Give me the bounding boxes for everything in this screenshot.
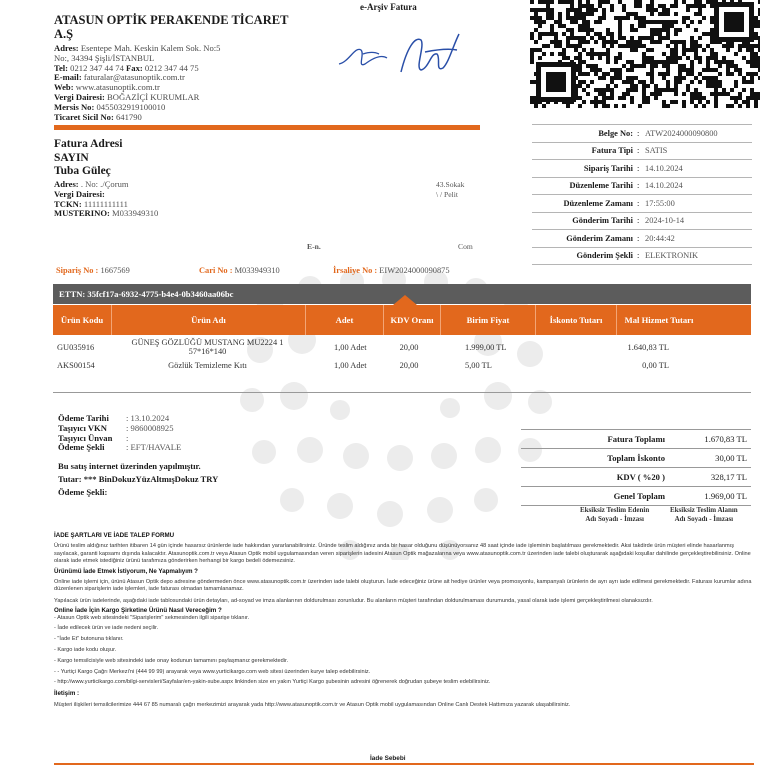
meta-label: Düzenleme Tarihi [569,181,633,191]
meta-value: ELEKTRONIK [645,251,699,261]
total-row [521,468,751,487]
meta-row: Fatura Tipi : SATIS [532,143,752,161]
table-cell: 5,00 TL [465,360,492,370]
total-row [521,487,751,506]
column-header: Birim Fiyat [441,305,536,335]
total-value: 1.670,83 TL [704,434,747,444]
meta-label: Fatura Tipi [591,146,633,156]
meta-label: Gönderim Zamanı [566,233,633,243]
meta-value: 14.10.2024 [645,181,683,191]
table-bottom-line [53,392,751,393]
column-header: Ürün Adı [112,305,306,335]
signature-receiver: Eksiksiz Teslim Alanın Adı Soyadı - İmzası [670,506,738,523]
table-cell: 1.999,00 TL [465,342,507,352]
signature-image [335,28,465,80]
meta-value: 20:44:42 [645,233,675,243]
return-policy: İADE ŞARTLARI VE İADE TALEP FORMU Ürünü teslim aldığınız tarihten itibaren 14 gün içinde hasarsız ürünlerde iade hakkından yararlanabilirsiniz. Üründe teslim aldığınız anda bir hasar olduğunu düşünüyorsanız 48 saat içinde iade işleminin başlatılması gerekmektedir. Aksi takdirde ürün müşteri elinde hasarlanmış sayılacak, garanti kapsamı dışında kalacaktır. Atasunoptik.com.tr veya Atasun Optik mobil uygulamasından veren siparişlerin iadesini Atasun Optik mağazalarına veya www.atasunoptik.com.tr üzerinden iade talebi oluşturarak aşağıdaki koşullar dahilinde gerçekleştirebilirsiniz. Online olarak iade etmek istediğiniz ürünü tarafımıza gönderirken herhangi bir kargo bedeli ödemezsiniz. Ürünümü İade Etmek İstiyorum, Ne Yapmalıyım ? Online iade işlemi için, ürünü Atasun Optik depo adresine göndermeden önce www.atasunoptik.com.tr üzerinden iade talebi oluşturun. İade edeceğiniz ürüne ait hediye ürünler veya promosyonlu, kampanyalı ürünlerin de ayrı ayrı iade edilmesi gerekmektedir. Faturası kurumlar adına düzenlenen siparişlerin iade işlemleri, iade faturası olmadan tamamlanamaz. Yapılacak ürün iadelerinde, aşağıdaki iade tablosundaki ürün detayları, ad-soyad ve imza alanlarının doldurulması zorunludur. Bu alanların müşteri tarafından doldurulmaması durumunda, yasal olarak iade işlemi gerçekleştirilmesi olanaksızdır. Online İade İçin Kargo Şirketine Ürünü Nasıl Vereceğim ? - Atasun Optik web sitesindeki "Siparişlerim" sekmesinden ilgili siparişe tıklanır. - İade edilecek ürün ve iade nedeni seçilir. - "İade Et" butonuna tıklanır. - Kargo iade kodu oluşur. - Kargo temsilcisiyle web sitesindeki iade onay kodunun tamamını paylaşmanız gerekmektedir. - - Yurtiçi Kargo Çağrı Merkezi'ni (444 99 99) arayarak veya www.yurticikargo.com web sitesi üzerinden kurye talep edebilirsiniz. - http://www.yurticikargo.com/bilgi-servisleri/Sayfalar/en-yakin-sube.aspx linkinden size en yakın Yurtiçi Kargo şubesinin adresini öğrenerek doğrudan şubeye teslim edebilirsiniz. İletişim : Müşteri ilişkileri temsilcilerimize 444 67 85 numaralı çağrı merkezimizi arayarak yada http://www.atasunoptik.com.tr ve Atasun Optik mobil uygulamasından Online Canlı Destek Hattımıza yazarak ulaşabilirsiniz. [54,530,754,709]
table-cell: GÜNEŞ GÖZLÜĞÜ MUSTANG MU2224 1 57*16*140 [131,338,284,356]
total-label: Genel Toplam [613,491,665,501]
table-row [53,356,751,374]
payment-notes: Bu satış internet üzerinden yapılmıştır. Tutar: *** BinDokuzYüzAltmışDokuz TRY Ödeme Şekli: [58,461,219,497]
meta-row: Düzenleme Zamanı : 17:55:00 [532,195,752,213]
order-number: Sipariş No : 1667569 [56,266,130,275]
table-row [53,338,751,356]
customer-name: Tuba Güleç [54,165,111,177]
meta-value: 2024-10-14 [645,216,685,226]
table-cell: 1,00 Adet [334,360,367,370]
total-row [521,429,751,449]
table-cell: 0,00 TL [642,360,669,370]
total-value: 30,00 TL [715,453,747,463]
customer-info: Adres: . No: ./Çorum Vergi Dairesi: TCKN: 11111111111 MUSTERINO: M033949310 [54,179,159,219]
header-notch [393,295,417,305]
customer-header: Fatura Adresi SAYIN Tuba Güleç [54,138,123,177]
meta-row: Gönderim Zamanı : 20:44:42 [532,230,752,248]
company-info: Adres: Esentepe Mah. Keskin Kalem Sok. No:5 No:, 34394 Şişli/İSTANBUL Tel: 0212 347 44 74 Fax: 0212 347 44 75 E-mail: faturalar@atasunoptik.com.tr Web: www.atasunoptik.com.tr Vergi Dairesi: BOĞAZİÇİ KURUMLAR Mersis No: 0455032919100010 Ticaret Sicil No: 641790 [54,43,221,122]
customer-email-fragment: Com [458,242,473,251]
company-name: ATASUN OPTİK PERAKENDE TİCARET A.Ş [54,13,289,41]
total-label: Fatura Toplamı [607,434,665,444]
document-type: e-Arşiv Fatura [360,2,417,12]
qr-code [530,0,760,108]
customer-address-fragment: \ / Pelit [436,190,458,199]
invoice-meta-table [532,124,752,265]
meta-label: Gönderim Şekli [576,251,633,261]
customer-address-fragment: 43.Sokak [436,180,465,189]
meta-label: Sipariş Tarihi [583,163,633,173]
table-cell: 20,00 [399,360,419,370]
column-header: Adet [306,305,384,335]
column-header: İskonto Tutarı [536,305,617,335]
meta-row: Gönderim Şekli : ELEKTRONIK [532,248,752,266]
bottom-divider [54,763,754,765]
column-header: KDV Oranı [384,305,441,335]
return-step: - "İade Et" butonuna tıklanır. [54,636,124,643]
return-step: - Atasun Optik web sitesindeki "Siparişlerim" sekmesinden ilgili siparişe tıklanır. [54,614,250,621]
meta-row: Düzenleme Tarihi : 14.10.2024 [532,178,752,196]
meta-value: SATIS [645,146,668,156]
table-cell: AKS00154 [57,360,95,370]
meta-row: Gönderim Tarihi : 2024-10-14 [532,213,752,231]
meta-label: Gönderim Tarihi [572,216,633,226]
meta-row: Belge No: : ATW2024000090800 [532,124,752,143]
column-header: Mal Hizmet Tutarı [624,315,694,325]
column-header: Ürün Kodu [53,305,112,335]
table-cell: 20,00 [399,342,419,352]
items-table-header [53,305,751,335]
return-step: - Kargo temsilcisiyle web sitesindeki iade onay kodunun tamamını paylaşmanız gerekmektedir. [54,657,289,664]
return-step: - http://www.yurticikargo.com/bilgi-servisleri/Sayfalar/en-yakin-sube.aspx linkinden size en yakın Yurtiçi Kargo şubesinin adresini öğrenerek doğrudan şubeye teslim edebilirsiniz. [54,679,491,686]
return-step: - Kargo iade kodu oluşur. [54,647,117,654]
table-cell: GU035916 [57,342,95,352]
meta-value: ATW2024000090800 [645,128,718,138]
meta-value: 17:55:00 [645,198,675,208]
meta-label: Belge No: [598,128,633,138]
ettn-bar: ETTN: 35fcf17a-6932-4775-b4e4-0b3460aa06bc [53,284,751,304]
total-value: 328,17 TL [710,472,747,482]
total-label: Toplam İskonto [607,453,665,463]
account-number: Cari No : M033949310 [199,266,280,275]
return-step: - İade edilecek ürün ve iade nedeni seçilir. [54,625,159,632]
total-value: 1.969,00 TL [704,491,747,501]
meta-row: Sipariş Tarihi : 14.10.2024 [532,160,752,178]
return-step: - - Yurtiçi Kargo Çağrı Merkezi'ni (444 99 99) arayarak veya www.yurticikargo.com web sitesi üzerinden kurye talep edebilirsiniz. [54,668,371,675]
meta-value: 14.10.2024 [645,163,683,173]
meta-label: Düzenleme Zamanı [563,198,633,208]
return-reason-title: İade Sebebi [370,755,406,762]
table-cell: Gözlük Temizleme Kıtı [168,360,247,370]
waybill-number: İrsaliye No : EIW2024000090875 [333,266,450,275]
table-cell: 1,00 Adet [334,342,367,352]
customer-email-label: E-n. [307,242,321,251]
total-label: KDV ( %20 ) [616,472,665,482]
header-divider [54,125,480,130]
totals-table [521,429,751,506]
signature-deliverer: Eksiksiz Teslim Edenin Adı Soyadı - İmzası [580,506,650,523]
total-row [521,449,751,468]
payment-info: Ödeme Tarihi : 13.10.2024 Taşıyıcı VKN : 9860008925 Taşıyıcı Ünvan : Ödeme Şekli : EFT/HAVALE [58,413,182,453]
table-cell: 1.640,83 TL [627,342,669,352]
